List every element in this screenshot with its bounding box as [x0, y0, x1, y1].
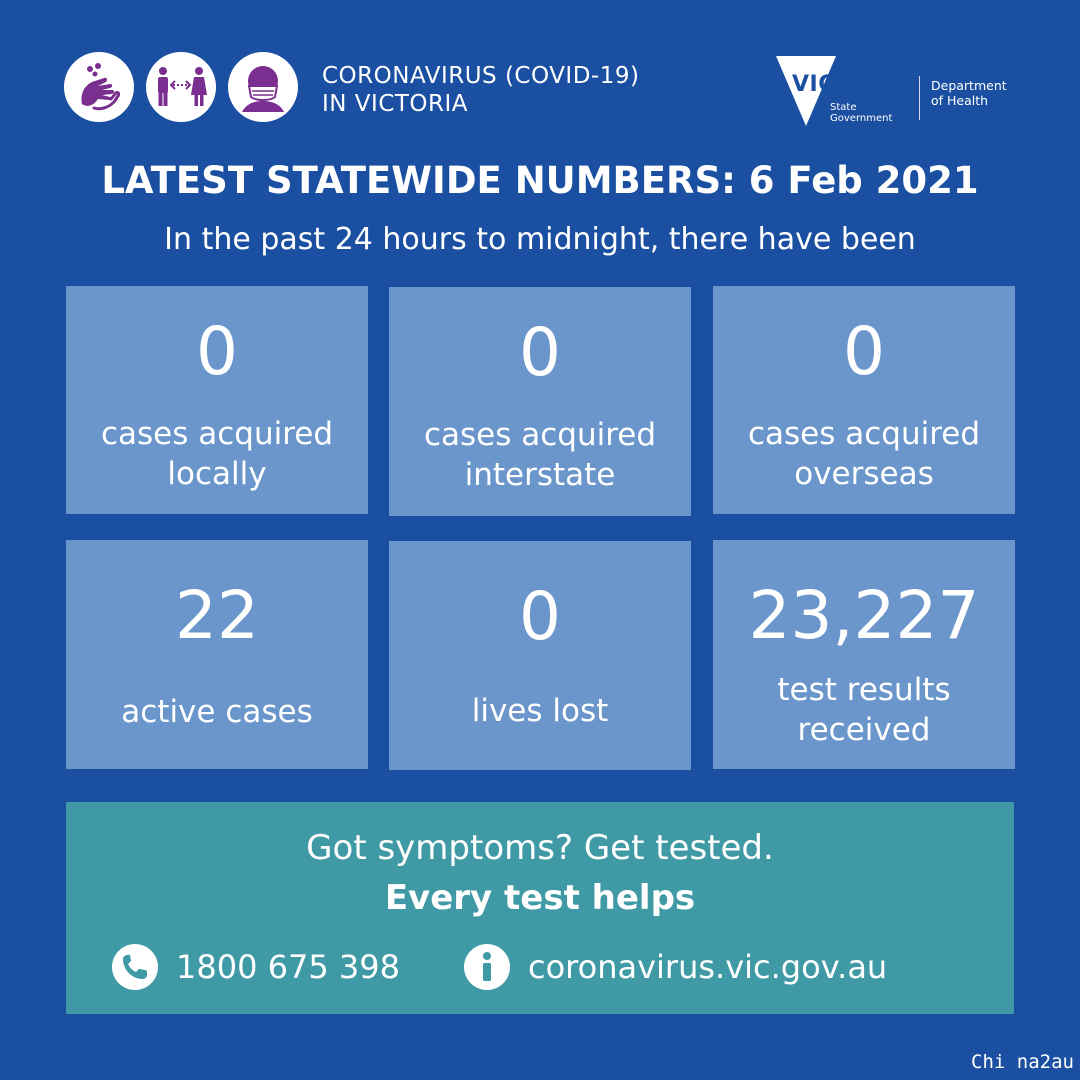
stat-label	[389, 691, 691, 731]
stat-label	[713, 670, 1015, 750]
victoria-government-logo	[774, 52, 1024, 132]
department-name	[931, 78, 1007, 108]
stat-label	[713, 414, 1015, 494]
cta-line2: Every test helps	[384, 878, 696, 918]
stat-label	[389, 415, 691, 495]
headline: LATEST STATEWIDE NUMBERS: 6 Feb 2021	[101, 159, 979, 202]
logo-divider	[919, 76, 920, 120]
cta-panel	[66, 802, 1014, 1014]
stat-label-line2: received	[797, 712, 931, 748]
stat-label-line1: cases acquired	[423, 417, 657, 453]
hand-washing-icon	[64, 52, 134, 122]
stat-label	[66, 692, 368, 732]
stat-value: 0	[196, 313, 238, 390]
phone-number[interactable]: 1800 675 398	[176, 948, 400, 986]
logo-sub-line1: State	[830, 102, 857, 113]
phone-icon	[112, 944, 158, 990]
website-link[interactable]: coronavirus.vic.gov.au	[528, 948, 888, 986]
dept-line2: of Health	[931, 93, 989, 108]
logo-subtitle	[830, 102, 892, 124]
face-mask-icon	[228, 52, 298, 122]
stat-label-line1: cases acquired	[747, 416, 981, 452]
physical-distancing-icon	[146, 52, 216, 122]
watermark: Chi na2au	[971, 1051, 1074, 1073]
brand-title-line2: IN VICTORIA	[322, 91, 469, 117]
stat-label-line1: test results	[777, 672, 951, 708]
stat-card-test-results	[713, 540, 1015, 769]
stat-label-line1: lives lost	[471, 693, 609, 729]
stat-value: 22	[175, 577, 259, 654]
stat-value: 0	[519, 578, 561, 655]
stat-label-line2: interstate	[464, 457, 616, 493]
stat-card-lives-lost	[389, 541, 691, 770]
stat-value: 23,227	[748, 577, 980, 654]
stat-value: 0	[519, 314, 561, 391]
stat-label-line1: cases acquired	[100, 416, 334, 452]
info-icon	[464, 944, 510, 990]
stat-label-line1: active cases	[121, 694, 313, 730]
website-contact[interactable]	[464, 942, 887, 992]
cta-line1: Got symptoms? Get tested.	[306, 828, 774, 868]
stat-card-local	[66, 286, 368, 514]
phone-contact[interactable]	[112, 942, 400, 992]
stat-card-interstate	[389, 287, 691, 516]
logo-word: VICTORIA	[792, 72, 914, 97]
dept-line1: Department	[931, 78, 1007, 93]
stat-label-line2: locally	[167, 456, 267, 492]
stat-card-active-cases	[66, 540, 368, 769]
stat-card-overseas	[713, 286, 1015, 514]
header	[64, 52, 1024, 124]
stat-value: 0	[843, 313, 885, 390]
brand-title-line1: CORONAVIRUS (COVID-19)	[322, 63, 640, 89]
subheadline: In the past 24 hours to midnight, there have been	[164, 222, 916, 257]
stat-label-line2: overseas	[794, 456, 934, 492]
logo-sub-line2: Government	[830, 113, 893, 124]
stat-label	[66, 414, 368, 494]
brand-title	[322, 62, 639, 118]
